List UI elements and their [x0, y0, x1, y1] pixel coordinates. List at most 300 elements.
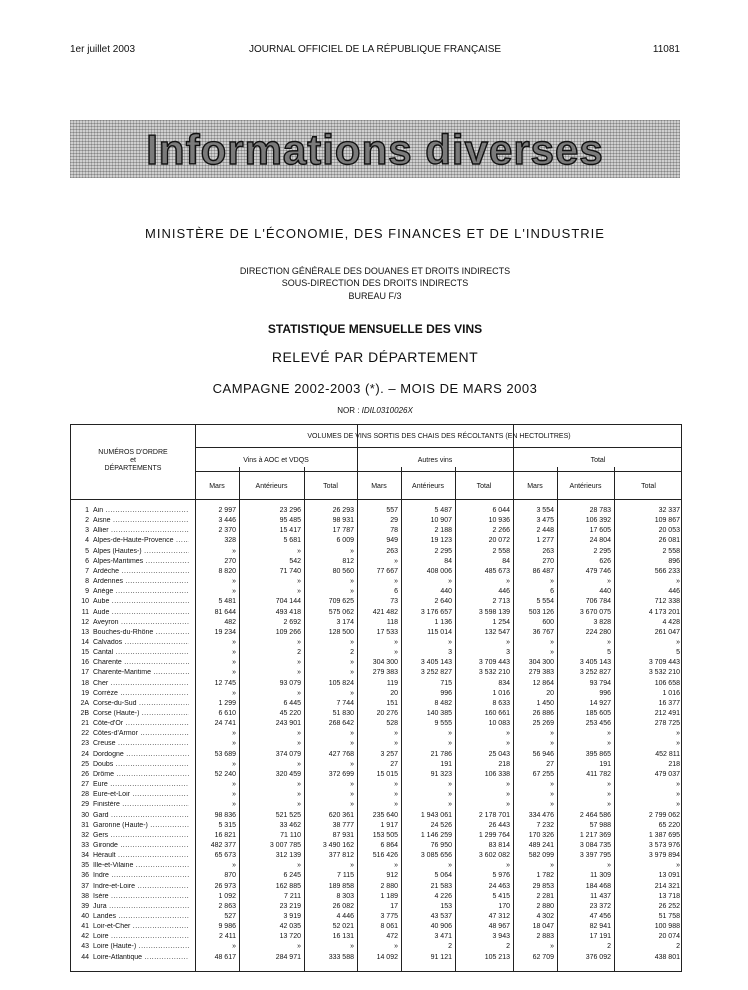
nor-value: IDIL0310026X [361, 406, 413, 415]
cell-value: 270 [224, 557, 236, 565]
cell-value: 17 605 [589, 527, 611, 535]
cell-value: » [394, 862, 398, 870]
cell-value: 212 491 [654, 710, 680, 717]
cell-value: 320 459 [275, 770, 301, 778]
cell-value: 427 768 [328, 750, 354, 758]
cell-value: 43 537 [430, 913, 452, 920]
cell-value: 1 254 [492, 618, 510, 626]
cell-value: 160 661 [484, 710, 510, 717]
cell-value: 14 092 [376, 953, 398, 961]
cell-value: 1 450 [536, 699, 554, 707]
cell-value: 53 689 [214, 750, 236, 758]
table-row [71, 527, 681, 535]
report-subtitle: RELEVÉ PAR DÉPARTEMENT [271, 349, 479, 365]
table-row [71, 923, 681, 931]
cell-value: 253 456 [585, 720, 611, 728]
cell-value: 1 277 [536, 537, 554, 545]
cell-value: 284 971 [275, 953, 301, 961]
cell-value: 3 252 827 [579, 669, 611, 677]
cell-value: 91 121 [430, 953, 452, 961]
row-number: 24 [81, 750, 89, 758]
cell-value: 32 337 [658, 507, 680, 514]
cell-value: 2 883 [536, 933, 554, 941]
cell-value: 106 392 [585, 517, 611, 525]
cell-value: 86 487 [532, 567, 554, 575]
cell-value: 10 936 [488, 517, 510, 525]
department-name: Loire ..... [93, 933, 189, 941]
row-number: 21 [81, 720, 89, 728]
table-row [71, 619, 681, 627]
row-number: 22 [81, 730, 89, 738]
cell-value: 100 988 [654, 923, 680, 931]
cell-value: » [607, 578, 611, 586]
cell-value: 2 558 [492, 547, 510, 555]
cell-value: 25 043 [488, 750, 510, 758]
cell-value: 87 931 [332, 831, 354, 839]
row-number: 29 [81, 801, 89, 809]
cell-value: » [394, 649, 398, 657]
row-number: 12 [81, 618, 89, 626]
table-row [71, 700, 681, 708]
cell-value: 170 326 [528, 831, 554, 839]
cell-value: 13 091 [658, 872, 680, 880]
cell-value: 2 [297, 649, 301, 657]
cell-value: 7 211 [284, 892, 301, 900]
cell-value: 162 885 [275, 882, 301, 890]
row-number: 15 [81, 649, 89, 657]
cell-value: 521 525 [275, 811, 301, 819]
cell-value: 3 532 210 [478, 669, 510, 677]
cell-value: 16 821 [214, 831, 236, 839]
cell-value: » [394, 740, 398, 748]
cell-value: 109 266 [275, 628, 301, 636]
cell-value: 446 [668, 588, 680, 596]
cell-value: » [607, 740, 611, 748]
cell-value: 2 640 [434, 598, 452, 606]
cell-value: 140 385 [426, 710, 452, 717]
department-name: Landes ..... [93, 913, 189, 921]
department-name: Eure ..... [93, 781, 189, 789]
cell-value: 440 [440, 588, 452, 596]
cell-value: 582 099 [528, 852, 554, 860]
cell-value: 503 126 [528, 608, 554, 616]
cell-value: » [350, 578, 354, 586]
cell-value: 106 658 [654, 679, 680, 687]
cell-value: 2 448 [536, 527, 554, 535]
department-name: Ariège ..... [93, 588, 189, 596]
cell-value: » [607, 781, 611, 789]
cell-value: 25 269 [532, 720, 554, 728]
order-header-2: et [130, 457, 136, 464]
row-number: 1 [85, 507, 89, 514]
cell-value: » [232, 649, 236, 657]
cell-value: 3 709 443 [648, 659, 680, 667]
table-row [71, 832, 681, 840]
row-number: 14 [81, 638, 89, 646]
cell-value: 27 [390, 760, 398, 768]
banner-title: Informations diverses [146, 126, 604, 173]
cell-value: 479 746 [585, 567, 611, 575]
cell-value: 6 245 [283, 872, 301, 880]
cell-value: 3 [448, 649, 452, 657]
cell-value: 600 [542, 618, 554, 626]
cell-value: » [550, 730, 554, 738]
cell-value: 3 174 [336, 618, 354, 626]
table-row [71, 791, 681, 799]
cell-value: 870 [224, 872, 236, 880]
cell-value: 715 [440, 679, 452, 687]
nor-label: NOR : [337, 406, 360, 415]
cell-value: 10 907 [430, 517, 452, 525]
cell-value: 1 943 061 [420, 811, 452, 819]
table-row [71, 558, 681, 566]
row-number: 39 [81, 902, 89, 910]
page-number: 11081 [652, 44, 680, 55]
cell-value: 516 426 [372, 852, 398, 860]
cell-value: 2 863 [218, 902, 236, 910]
cell-value: 2 295 [434, 547, 452, 555]
department-name: Gard ..... [93, 812, 189, 820]
cell-value: 2 178 701 [478, 811, 510, 819]
cell-value: 26 443 [488, 821, 510, 829]
cell-value: 93 794 [589, 679, 611, 687]
row-number: 16 [81, 659, 89, 667]
cell-value: » [350, 659, 354, 667]
cell-value: 6 864 [380, 841, 398, 849]
cell-value: 452 811 [655, 750, 680, 758]
cell-value: » [297, 943, 301, 951]
cell-value: 3 670 075 [579, 608, 611, 616]
wine-statistics-table [70, 424, 682, 972]
cell-value: » [607, 638, 611, 646]
cell-value: 2 799 062 [648, 811, 680, 819]
cell-value: 712 338 [654, 598, 680, 606]
cell-value: 1 136 [434, 618, 452, 626]
cell-value: 38 777 [332, 821, 354, 829]
cell-value: 71 110 [280, 831, 301, 839]
department-name: Ille-et-Vilaine ..... [93, 862, 189, 870]
cell-value: 278 725 [654, 720, 680, 728]
cell-value: 485 673 [484, 567, 510, 575]
department-name: Cantal ..... [93, 649, 189, 657]
cell-value: 575 062 [328, 608, 354, 616]
cell-value: 82 941 [589, 923, 611, 931]
cell-value: 71 740 [279, 567, 301, 575]
cell-value: 1 299 [218, 699, 236, 707]
direction-line-2: SOUS-DIRECTION DES DROITS INDIRECTS [281, 278, 469, 288]
row-number: 2 [85, 517, 89, 525]
cell-value: 527 [224, 913, 236, 920]
cell-value: » [550, 740, 554, 748]
cell-value: 3 007 785 [269, 841, 301, 849]
page-header [70, 44, 680, 60]
cell-value: 6 009 [336, 537, 354, 545]
cell-value: 2 464 586 [579, 811, 611, 819]
row-number: 28 [81, 791, 89, 799]
cell-value: » [394, 557, 398, 565]
row-number: 2B [80, 710, 89, 717]
cell-value: 3 475 [536, 517, 554, 525]
cell-value: » [394, 781, 398, 789]
cell-value: 51 830 [332, 710, 354, 717]
row-number: 38 [81, 892, 89, 900]
cell-value: 3 828 [593, 618, 611, 626]
cell-value: 191 [599, 760, 611, 768]
table-row [71, 812, 681, 820]
cell-value: 26 973 [214, 882, 236, 890]
cell-value: » [232, 689, 236, 697]
cell-value: » [394, 943, 398, 951]
cell-value: 105 213 [484, 953, 510, 961]
cell-value: 98 836 [214, 811, 236, 819]
subcol-header: Antérieurs [255, 483, 288, 490]
cell-value: 6 610 [218, 710, 236, 717]
cell-value: » [232, 862, 236, 870]
cell-value: 18 047 [532, 923, 554, 931]
cell-value: » [350, 588, 354, 596]
subcol-header: Mars [371, 483, 387, 490]
department-name: Loire (Haute-) ..... [93, 943, 189, 951]
cell-value: 52 240 [214, 770, 236, 778]
table-row [71, 588, 681, 596]
cell-value: 91 323 [430, 770, 452, 778]
cell-value: » [506, 781, 510, 789]
cell-value: 566 233 [654, 567, 680, 575]
department-name: Creuse ..... [93, 740, 189, 748]
cell-value: 2 266 [492, 527, 510, 535]
cell-value: » [232, 740, 236, 748]
department-name: Aveyron ..... [93, 619, 189, 627]
cell-value: 377 812 [328, 852, 354, 860]
cell-value: 2 295 [593, 547, 611, 555]
cell-value: » [550, 862, 554, 870]
department-name: Allier ..... [93, 527, 189, 535]
cell-value: 270 [542, 557, 554, 565]
row-number: 44 [81, 953, 89, 961]
cell-value: 1 189 [380, 892, 398, 900]
cell-value: » [448, 801, 452, 809]
cell-value: 42 035 [279, 923, 301, 931]
cell-value: 218 [498, 760, 510, 768]
cell-value: 376 092 [585, 953, 611, 961]
cell-value: 26 886 [532, 710, 554, 717]
cell-value: » [232, 943, 236, 951]
row-number: 32 [81, 831, 89, 839]
cell-value: 20 [390, 689, 398, 697]
cell-value: 2 [448, 943, 452, 951]
cell-value: 24 526 [430, 821, 452, 829]
cell-value: » [506, 730, 510, 738]
cell-value: 620 361 [328, 811, 354, 819]
cell-value: » [394, 578, 398, 586]
cell-value: » [297, 801, 301, 809]
cell-value: » [232, 801, 236, 809]
cell-value: 57 988 [589, 821, 611, 829]
row-number: 11 [81, 608, 89, 616]
table-row [71, 720, 681, 728]
cell-value: » [350, 730, 354, 738]
department-name: Eure-et-Loir ..... [93, 791, 189, 799]
cell-value: 2 [506, 943, 510, 951]
cell-value: 4 302 [536, 913, 554, 920]
cell-value: » [448, 638, 452, 646]
cell-value: 3 554 [536, 507, 554, 514]
table-row [71, 659, 681, 667]
cell-value: 263 [386, 547, 398, 555]
cell-value: 6 044 [492, 507, 510, 514]
cell-value: 411 782 [586, 770, 611, 778]
cell-value: » [232, 588, 236, 596]
ministry-title: MINISTÈRE DE L'ÉCONOMIE, DES FINANCES ET DE L'INDUSTRIE [145, 226, 605, 241]
cell-value: 17 533 [376, 628, 398, 636]
cell-value: 17 787 [332, 527, 354, 535]
table-row [71, 629, 681, 637]
subcol-header: Total [476, 483, 492, 490]
cell-value: » [550, 578, 554, 586]
cell-value: 542 [289, 557, 301, 565]
cell-value: 5 681 [283, 537, 301, 545]
cell-value: 8 061 [380, 923, 398, 931]
cell-value: 6 445 [283, 699, 301, 707]
cell-value: 153 505 [372, 831, 398, 839]
order-header-3: DÉPARTEMENTS [104, 465, 162, 472]
row-number: 41 [81, 923, 89, 931]
cell-value: » [607, 801, 611, 809]
cell-value: » [232, 638, 236, 646]
department-name: Ain ..... [93, 507, 189, 515]
row-number: 34 [81, 852, 89, 860]
cell-value: 3 532 210 [648, 669, 680, 677]
cell-value: 996 [440, 689, 452, 697]
cell-value: 2 713 [492, 598, 510, 606]
cell-value: 11 309 [590, 872, 611, 880]
row-number: 13 [81, 628, 89, 636]
row-number: 26 [81, 770, 89, 778]
cell-value: » [448, 740, 452, 748]
cell-value: 13 720 [279, 933, 301, 941]
department-name: Aisne ..... [93, 517, 189, 525]
cell-value: » [232, 730, 236, 738]
cell-value: 67 255 [532, 770, 554, 778]
cell-value: 1 299 764 [478, 831, 510, 839]
cell-value: 2 411 [219, 933, 236, 941]
cell-value: 5 554 [536, 598, 554, 606]
row-number: 4 [85, 537, 89, 545]
cell-value: 1 387 695 [648, 831, 680, 839]
cell-value: » [297, 547, 301, 555]
cell-value: 3 405 143 [420, 659, 452, 667]
cell-value: 83 814 [488, 841, 510, 849]
cell-value: 24 804 [589, 537, 611, 545]
cell-value: » [350, 669, 354, 677]
department-name: Alpes (Hautes-) ..... [93, 548, 189, 556]
department-name: Corrèze ..... [93, 690, 189, 698]
cell-value: 8 303 [336, 892, 354, 900]
row-number: 27 [81, 781, 89, 789]
cell-value: » [676, 740, 680, 748]
department-name: Drôme ..... [93, 771, 189, 779]
cell-value: » [350, 862, 354, 870]
cell-value: 78 [390, 527, 398, 535]
cell-value: 16 377 [658, 699, 680, 707]
cell-value: 218 [668, 760, 680, 768]
cell-value: 93 079 [279, 679, 301, 687]
table-row [71, 680, 681, 688]
cell-value: 1 917 [380, 821, 398, 829]
department-name: Garonne (Haute-) ..... [93, 822, 189, 830]
cell-value: » [350, 791, 354, 799]
cell-value: 333 588 [328, 953, 354, 961]
cell-value: 5 481 [218, 598, 236, 606]
cell-value: 268 642 [328, 720, 354, 728]
cell-value: 19 123 [430, 537, 452, 545]
order-header-1: NUMÉROS D'ORDRE [98, 449, 168, 456]
table-row [71, 761, 681, 769]
table-row [71, 781, 681, 789]
cell-value: 5 [676, 649, 680, 657]
cell-value: 20 072 [488, 537, 510, 545]
department-name: Gironde ..... [93, 842, 189, 850]
row-number: 33 [81, 841, 89, 849]
cell-value: 2 [350, 649, 354, 657]
cell-value: 626 [599, 557, 611, 565]
cell-value: 304 300 [372, 659, 398, 667]
cell-value: 19 234 [214, 628, 236, 636]
cell-value: 12 745 [214, 679, 236, 687]
cell-value: 421 482 [372, 608, 398, 616]
cell-value: » [232, 760, 236, 768]
cell-value: 812 [342, 557, 354, 565]
department-name: Aude ..... [93, 609, 189, 617]
cell-value: » [232, 547, 236, 555]
cell-value: 446 [498, 588, 510, 596]
cell-value: 279 383 [528, 669, 554, 677]
row-number: 18 [81, 679, 89, 687]
cell-value: » [550, 943, 554, 951]
cell-value: » [676, 638, 680, 646]
cell-value: » [297, 669, 301, 677]
department-name: Isère ..... [93, 893, 189, 901]
cell-value: » [550, 801, 554, 809]
table-row [71, 862, 681, 870]
cell-value: 5 415 [492, 892, 510, 900]
cell-value: 704 144 [275, 598, 301, 606]
cell-value: 372 699 [328, 770, 354, 778]
table-row [71, 649, 681, 657]
cell-value: 3 252 827 [420, 669, 452, 677]
group-header-aoc: Vins à AOC et VDQS [243, 457, 309, 464]
table-row [71, 801, 681, 809]
cell-value: 395 865 [585, 750, 611, 758]
cell-value: 26 082 [332, 902, 354, 910]
cell-value: 5 315 [218, 821, 236, 829]
cell-value: 21 583 [430, 882, 452, 890]
cell-value: » [232, 781, 236, 789]
cell-value: 2 692 [283, 618, 301, 626]
cell-value: » [506, 578, 510, 586]
cell-value: 80 560 [332, 567, 354, 575]
cell-value: 132 547 [484, 628, 510, 636]
cell-value: 996 [599, 689, 611, 697]
cell-value: 3 573 976 [648, 841, 680, 849]
cell-value: » [297, 638, 301, 646]
cell-value: » [350, 740, 354, 748]
department-name: Indre-et-Loire ..... [93, 883, 189, 891]
cell-value: » [350, 943, 354, 951]
cell-value: » [232, 669, 236, 677]
table-row [71, 751, 681, 759]
department-name: Côtes-d'Armor ..... [93, 730, 189, 738]
